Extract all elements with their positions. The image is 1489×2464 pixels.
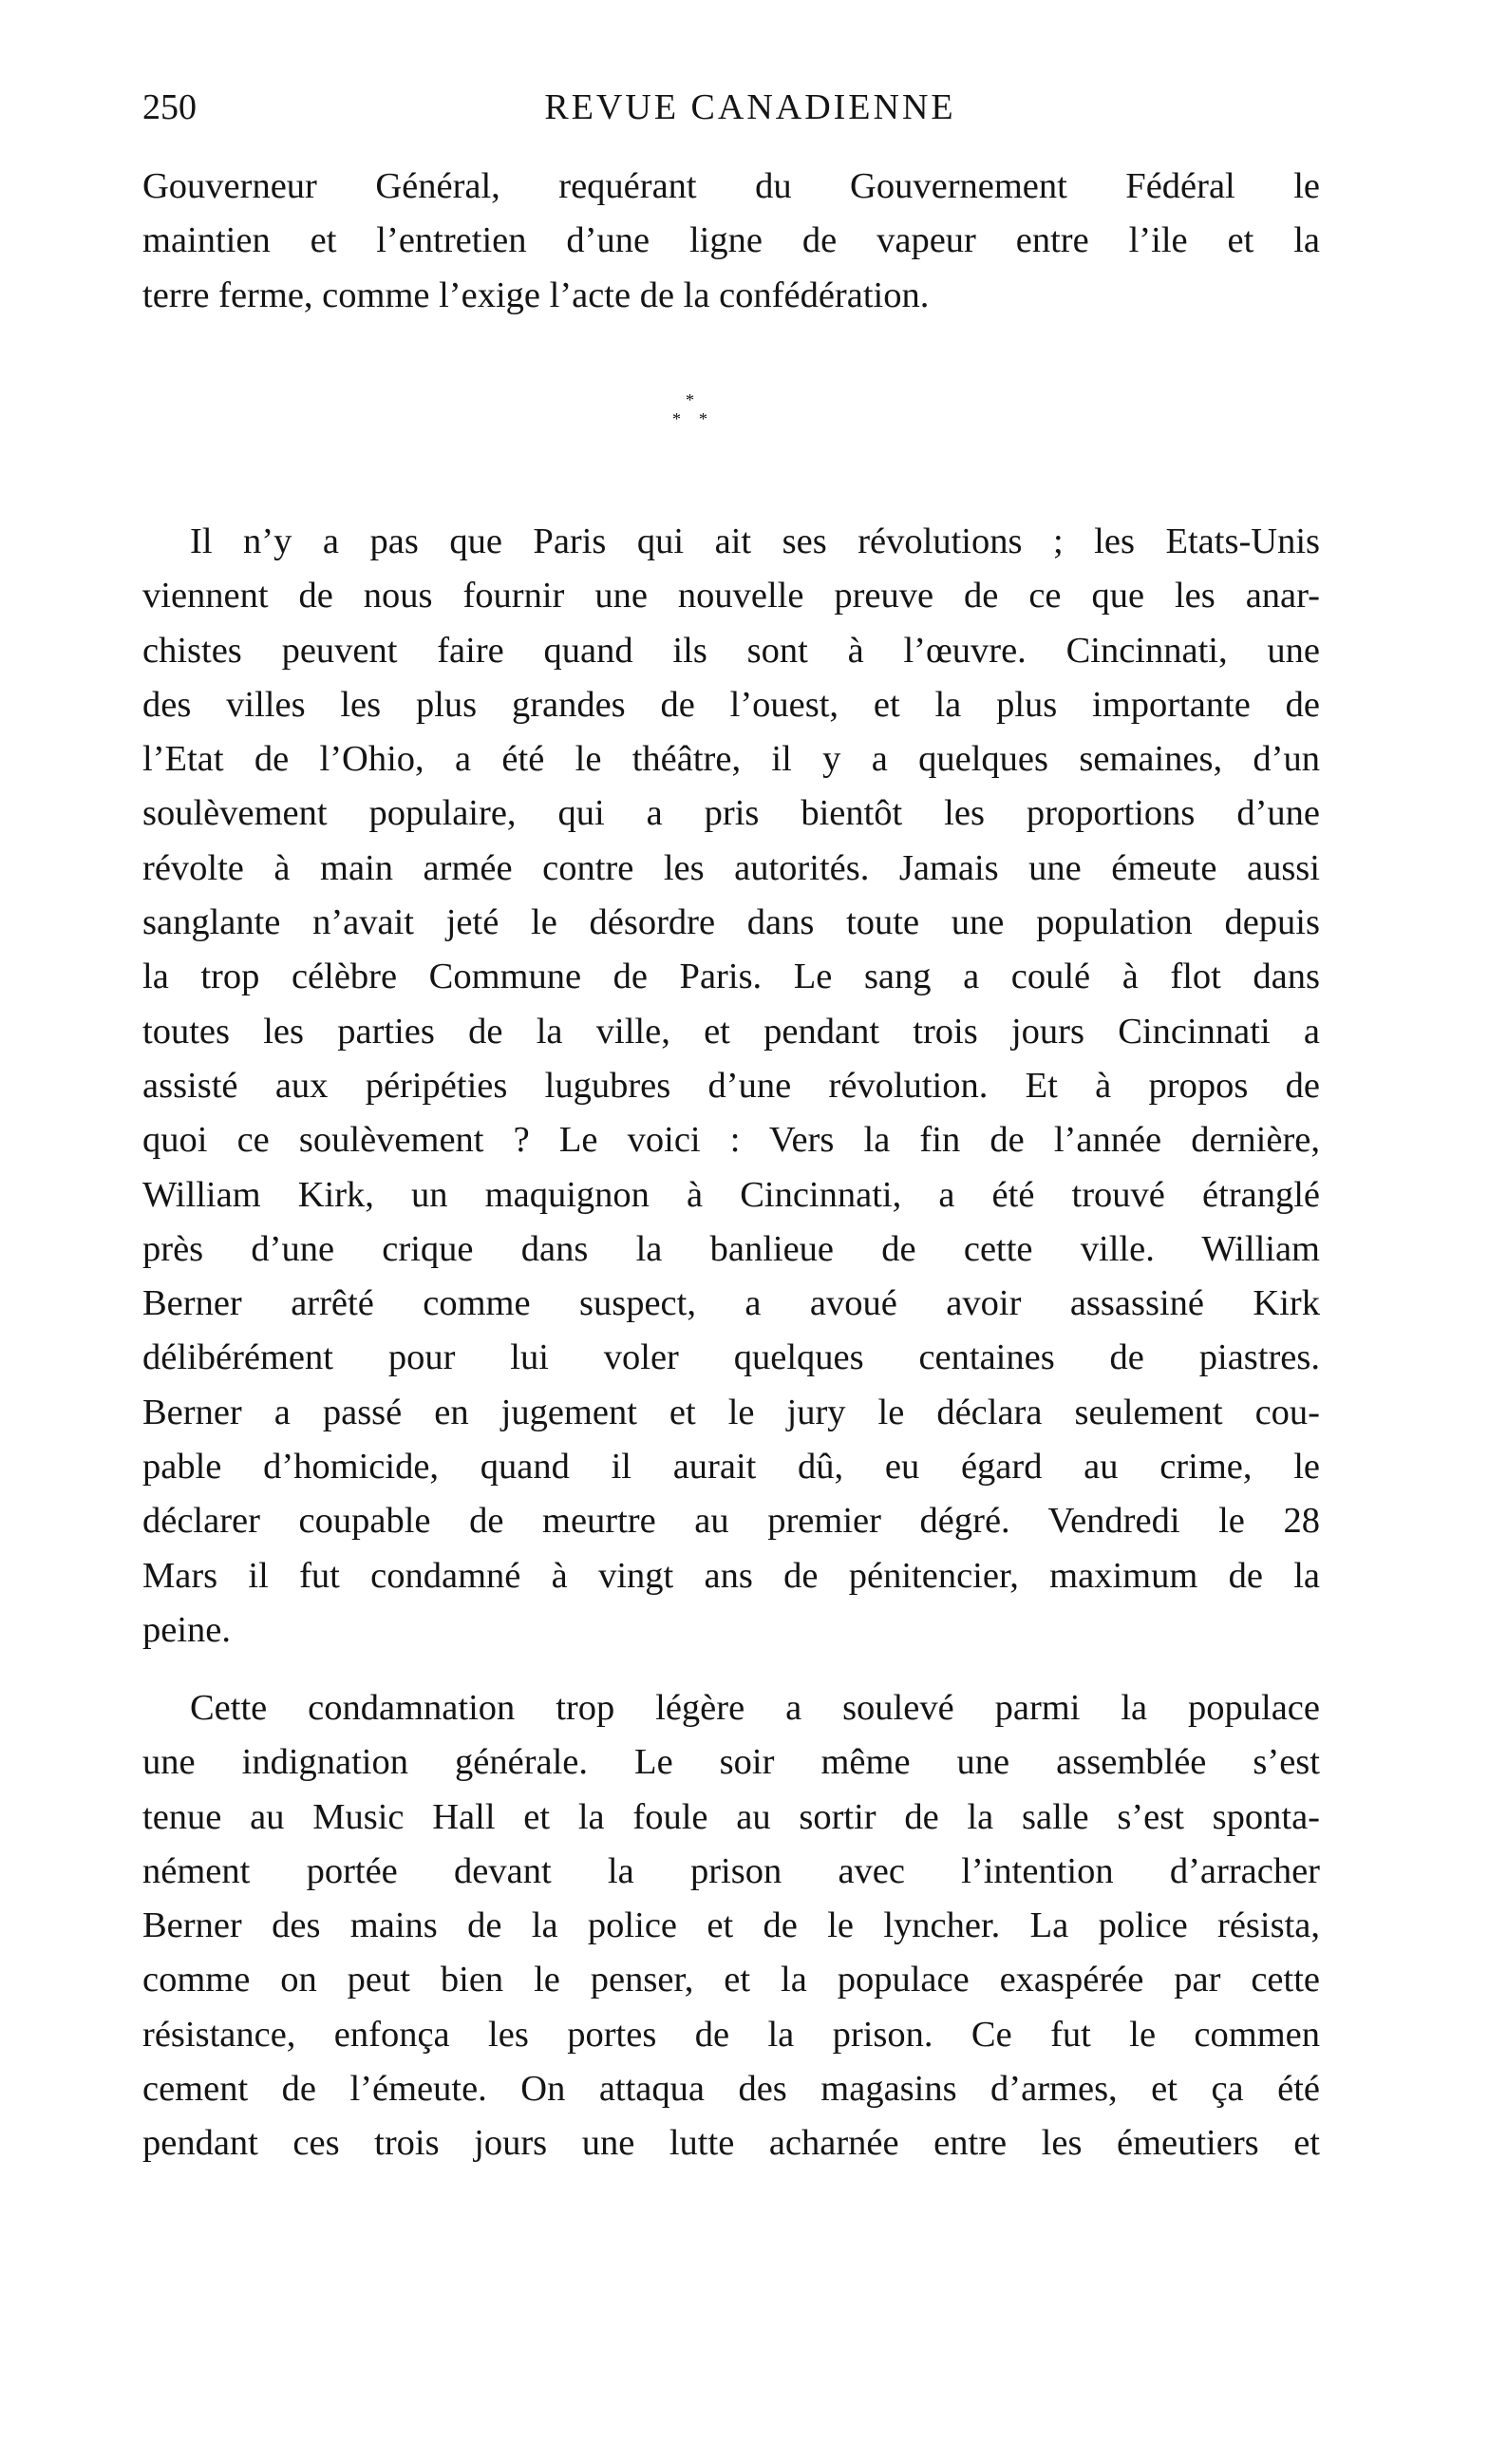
text-line: nément portée devant la prison avec l’intention d’arracher: [142, 1850, 1320, 1891]
text-line: Gouverneur Général, requérant du Gouvernement Fédéral le: [142, 166, 1320, 206]
text-line: résistance, enfonça les portes de la prison. Ce fut le commen: [142, 2014, 1320, 2055]
asterism-separator: [665, 391, 722, 448]
text-line: William Kirk, un maquignon à Cincinnati, a été trouvé étranglé: [142, 1174, 1320, 1215]
text-line: la trop célèbre Commune de Paris. Le sang a coulé à flot dans: [142, 957, 1320, 997]
text-line: comme on peut bien le penser, et la populace exaspérée par cette: [142, 1960, 1320, 2000]
page-number: 250: [142, 87, 197, 127]
text-line: cement de l’émeute. On attaqua des magasins d’armes, et ça été: [142, 2069, 1320, 2110]
text-line: délibérément pour lui voler quelques centaines de piastres.: [142, 1337, 1320, 1378]
text-line: pendant ces trois jours une lutte acharnée entre les émeutiers et: [142, 2123, 1320, 2164]
text-line: soulèvement populaire, qui a pris bientôt les proportions d’une: [142, 793, 1320, 834]
text-line: pable d’homicide, quand il aurait dû, eu égard au crime, le: [142, 1447, 1320, 1488]
text-line: chistes peuvent faire quand ils sont à l’œuvre. Cincinnati, une: [142, 630, 1320, 671]
text-line: toutes les parties de la ville, et pendant trois jours Cincinnati a: [142, 1011, 1320, 1052]
text-line: près d’une crique dans la banlieue de cette ville. William: [142, 1228, 1320, 1269]
text-line: assisté aux péripéties lugubres d’une révolution. Et à propos de: [142, 1065, 1320, 1106]
text-line: tenue au Music Hall et la foule au sortir de la salle s’est sponta-: [142, 1796, 1320, 1837]
text-line: une indignation générale. Le soir même une assemblée s’est: [142, 1742, 1320, 1783]
text-line: Il n’y a pas que Paris qui ait ses révolutions ; les Etats-Unis: [190, 521, 1320, 561]
text-line: viennent de nous fournir une nouvelle preuve de ce que les anar-: [142, 576, 1320, 616]
text-line: révolte à main armée contre les autorités. Jamais une émeute aussi: [142, 847, 1320, 888]
text-line: Berner a passé en jugement et le jury le déclara seulement cou-: [142, 1392, 1320, 1432]
page-header: [142, 84, 1320, 131]
text-line: sanglante n’avait jeté le désordre dans toute une population depuis: [142, 902, 1320, 943]
text-line: terre ferme, comme l’exige l’acte de la confédération.: [142, 275, 930, 315]
text-line: maintien et l’entretien d’une ligne de vapeur entre l’ile et la: [142, 220, 1320, 261]
text-line: Mars il fut condamné à vingt ans de pénitencier, maximum de la: [142, 1555, 1320, 1596]
asterism-star: *: [686, 390, 694, 409]
text-line: Cette condamnation trop légère a soulevé parmi la populace: [190, 1688, 1320, 1728]
asterism-star: *: [699, 409, 707, 428]
text-line: l’Etat de l’Ohio, a été le théâtre, il y a quelques semaines, d’un: [142, 739, 1320, 780]
paragraph-2: [142, 515, 1320, 1658]
running-title: REVUE CANADIENNE: [544, 87, 956, 127]
text-line: Berner des mains de la police et de le lyncher. La police résista,: [142, 1905, 1320, 1946]
text-line: quoi ce soulèvement ? Le voici : Vers la fin de l’année dernière,: [142, 1120, 1320, 1161]
asterism-star: *: [672, 409, 681, 428]
text-line: des villes les plus grandes de l’ouest, et la plus importante de: [142, 684, 1320, 725]
paragraph-1: [142, 160, 1320, 323]
text-line: déclarer coupable de meurtre au premier dégré. Vendredi le 28: [142, 1501, 1320, 1542]
text-line: Berner arrêté comme suspect, a avoué avoir assassiné Kirk: [142, 1283, 1320, 1324]
text-line: peine.: [142, 1609, 231, 1650]
paragraph-3: [142, 1681, 1320, 2171]
